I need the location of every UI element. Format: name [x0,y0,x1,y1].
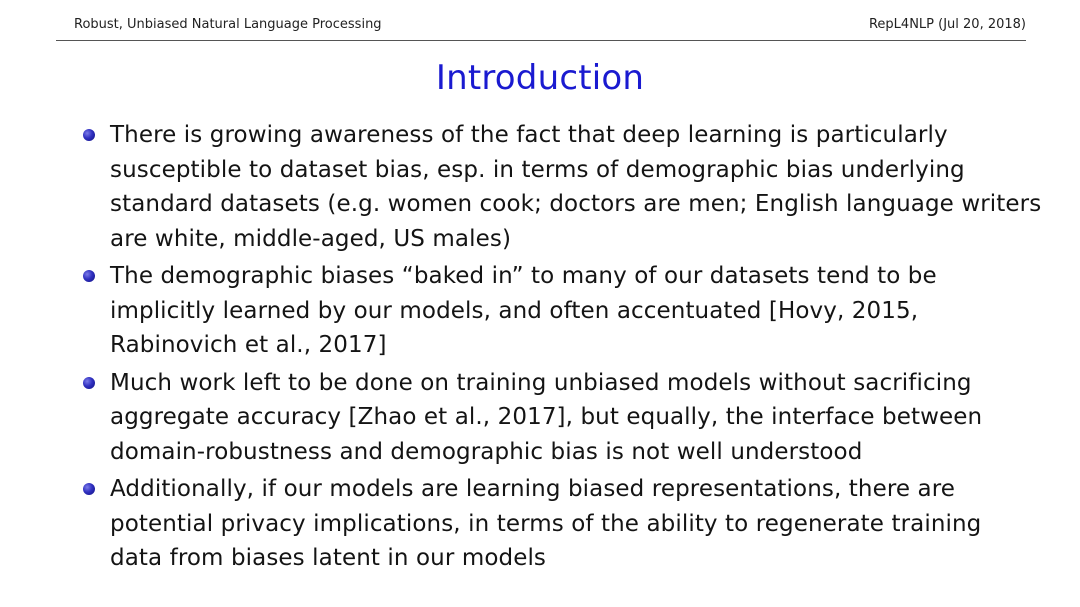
bullet-line: susceptible to dataset bias, esp. in terms of demographic bias underlying [110,156,965,183]
bullet-line: Additionally, if our models are learning biased representations, there are [110,476,956,502]
bullet-icon [83,377,95,389]
bullet-icon [83,483,95,495]
bullet-line: standard datasets (e.g. women cook; doctors are men; English language writers [110,191,1042,217]
header-divider [56,40,1026,41]
bullet-line: Much work left to be done on training unbiased models without sacrificing [110,369,972,396]
slide-title: Introduction [435,58,645,98]
bullet-icon [83,270,95,282]
bullet-line: potential privacy implications, in terms of the ability to regenerate training [110,510,982,537]
bullet-item [80,366,1040,470]
bullet-item [80,259,1040,363]
bullet-line: data from biases latent in our models [110,545,547,571]
bullet-item [80,472,1040,576]
bullet-line: There is growing awareness of the fact that deep learning is particularly [110,122,948,148]
header-left-text: Robust, Unbiased Natural Language Processing [74,17,382,32]
header-right-text: RepL4NLP (Jul 20, 2018) [868,17,1026,32]
slide-header [74,17,1026,35]
bullet-list [80,118,1040,579]
bullet-item [80,118,1040,256]
bullet-line: Rabinovich et al., 2017] [110,332,387,358]
bullet-line: The demographic biases “baked in” to many of our datasets tend to be [110,263,937,289]
bullet-line: are white, middle-aged, US males) [110,225,512,252]
bullet-icon [83,129,95,141]
bullet-line: domain-robustness and demographic bias is not well understood [110,438,863,465]
bullet-line: implicitly learned by our models, and often accentuated [Hovy, 2015, [110,297,919,324]
bullet-line: aggregate accuracy [Zhao et al., 2017], but equally, the interface between [110,404,983,430]
